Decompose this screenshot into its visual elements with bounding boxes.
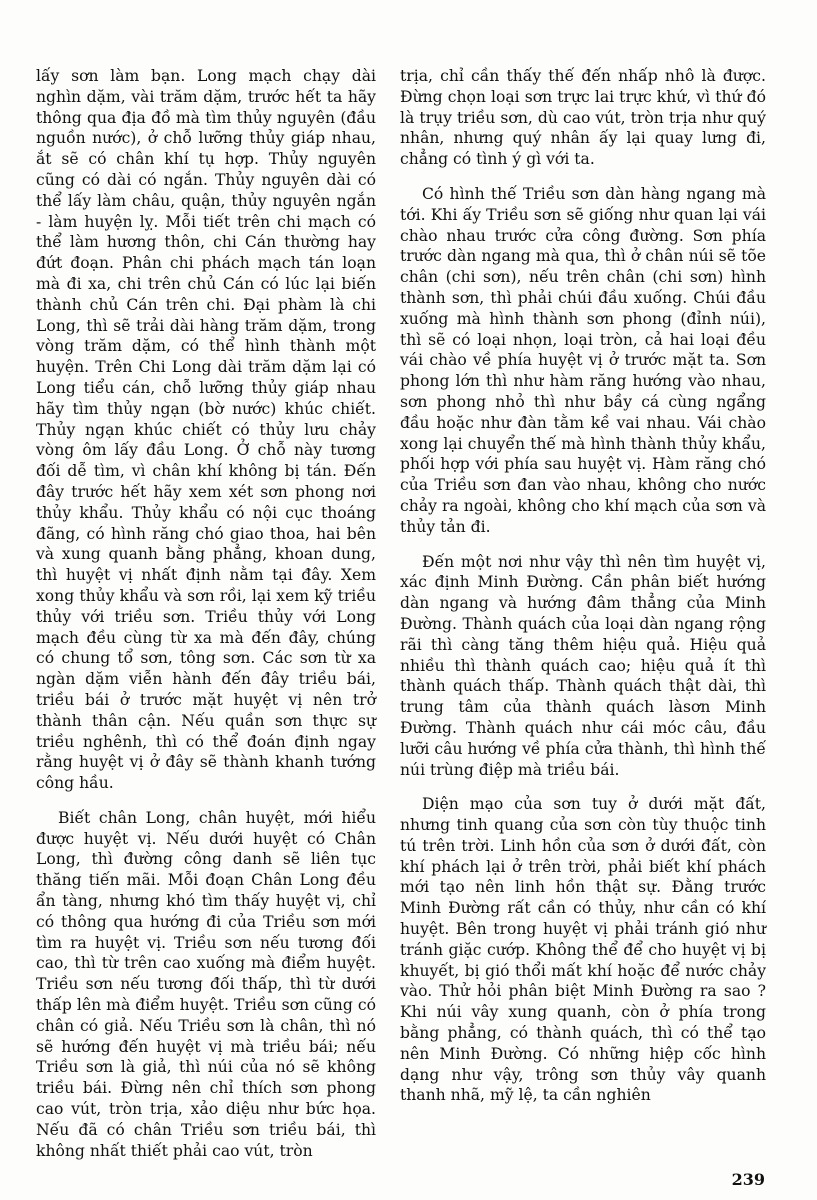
paragraph: Đến một nơi như vậy thì nên tìm huyệt vị, xác định Minh Đường. Cần phân biết hướng dàn ngang và hướng đâm thẳng của Minh Đường. Thành quách của loại dàn ngang rộng rãi thì càng tăng thêm hiệu quả. Hiệu quả nhiều thì thành quách cao; hiệu quả ít thì thành quách thấp. Thành quách thật dài, thì trung tâm của thành quách làsơn Minh Đường. Thành quách như cái móc câu, đầu lưỡi câu hướng về phía cửa thành, thì hình thế núi trùng điệp mà triều bái.	[400, 552, 766, 779]
right-column	[400, 66, 766, 1120]
page-number: 239	[731, 1170, 765, 1189]
paragraph: Có hình thế Triều sơn dàn hàng ngang mà tới. Khi ấy Triều sơn sẽ giống như quan lại vái chào nhau trước cửa công đường. Sơn phía trước dàn ngang mà qua, thì ở chân núi sẽ tõe chân (chi sơn), nếu trên chân (chi sơn) hình thành sơn, thì phải chúi đầu xuống. Chúi đầu xuống mà hình thành sơn phong (đỉnh núi), thì sẽ có loại nhọn, loại tròn, cả hai loại đều vái chào về phía huyệt vị ở trước mặt ta. Sơn phong lớn thì như hàm răng hướng vào nhau, sơn phong nhỏ thì như bầy cá cùng ngẩng đầu hoặc như đàn tằm kề vai nhau. Vái chào xong lại chuyển thế mà hình thành thủy khẩu, phối hợp với phía sau huyệt vị. Hàm răng chó của Triều sơn đan vào nhau, không cho nước chảy ra ngoài, không cho khí mạch của sơn và thủy tản đi.	[400, 184, 766, 536]
paragraph: trịa, chỉ cần thấy thế đến nhấp nhô là được. Đừng chọn loại sơn trực lai trực khứ, vì thứ đó là trụy triều sơn, dù cao vút, tròn trịa như quý nhân, nhưng quý nhân ấy lại quay lưng đi, chẳng có tình ý gì với ta.	[400, 67, 766, 169]
paragraph: Diện mạo của sơn tuy ở dưới mặt đất, nhưng tinh quang của sơn còn tùy thuộc tinh tú trên trời. Linh hồn của sơn ở dưới đất, còn khí phách lại ở trên trời, phải biết khí phách mới tạo nên linh hồn thật sự. Đằng trước Minh Đường rất cần có thủy, như cần có khí huyệt. Bên trong huyệt vị phải tránh gió như tránh giặc cướp. Không thể để cho huyệt vị bị khuyết, bị gió thổi mất khí hoặc để nước chảy vào. Thử hỏi phân biệt Minh Đường ra sao ? Khi núi vây xung quanh, còn ở phía trong bằng phẳng, có thành quách, thì có thể tạo nên Minh Đường. Có những hiệp cốc hình dạng như vậy, trông sơn thủy vây quanh thanh nhã, mỹ lệ, ta cần nghiên	[400, 795, 766, 1105]
left-column	[36, 66, 376, 1175]
paragraph: Biết chân Long, chân huyệt, mới hiểu được huyệt vị. Nếu dưới huyệt có Chân Long, thì đường công danh sẽ liên tục thăng tiến mãi. Mỗi đoạn Chân Long đều ẩn tàng, nhưng khó tìm thấy huyệt vị, chỉ có thông qua hướng đi của Triều sơn mới tìm ra huyệt vị. Triều sơn nếu tương đối cao, thì từ trên cao xuống mà điểm huyệt. Triều sơn nếu tương đối thấp, thì từ dưới thấp lên mà điểm huyệt. Triều sơn cũng có chân có giả. Nếu Triều sơn là chân, thì nó sẽ hướng đến huyệt vị mà triều bái; nếu Triều sơn là giả, thì núi của nó sẽ không triều bái. Đừng nên chỉ thích sơn phong cao vút, tròn trịa, xảo diệu như bức họa. Nếu đã có chân Triều sơn triều bái, thì không nhất thiết phải cao vút, tròn	[36, 808, 376, 1160]
paragraph: lấy sơn làm bạn. Long mạch chạy dài nghìn dặm, vài trăm dặm, trước hết ta hãy thông qua địa đồ mà tìm thủy nguyên (đầu nguồn nước), ở chỗ lưỡng thủy giáp nhau, ắt sẽ có chân khí tụ hợp. Thủy nguyên cũng có dài có ngắn. Thủy nguyên dài có thể lấy làm châu, quận, thủy nguyên ngắn - làm huyện lỵ. Mỗi tiết trên chi mạch có thể làm hương thôn, chi Cán thường hay đứt đoạn. Phân chi phách mạch tán loạn mà đi xa, chi trên chủ Cán có lúc lại biến thành chủ Cán trên chi. Đại phàm là chi Long, thì sẽ trải dài hàng trăm dặm, trong vòng trăm dặm, có thể hình thành một huyện. Trên Chi Long dài trăm dặm lại có Long tiểu cán, chỗ lưỡng thủy giáp nhau hãy tìm thủy ngạn (bờ nước) khúc chiết. Thủy ngạn khúc chiết có thủy lưu chảy vòng ôm lấy đầu Long. Ở chỗ này tương đối dễ tìm, vì chân khí không bị tán. Đến đây trước hết hãy xem xét sơn phong nơi thủy khẩu. Thủy khẩu có nội cục thoáng đãng, có hình răng chó giao thoa, hai bên và xung quanh bằng phẳng, khoan dung, thì huyệt vị nhất định nằm tại đây. Xem xong thủy khẩu và sơn rồi, lại xem kỹ triều thủy với triều sơn. Triều thủy với Long mạch đều cùng từ xa mà đến đây, chúng có chung tổ sơn, tông sơn. Các sơn từ xa ngàn dặm viễn hành đến đây triều bái, triều bái ở trước mặt huyệt vị nên trở thành thân cận. Nếu quần sơn thực sự triều nghênh, thì có thể đoán định ngay rằng huyệt vị ở đây sẽ thành khanh tướng công hầu.	[36, 67, 376, 793]
